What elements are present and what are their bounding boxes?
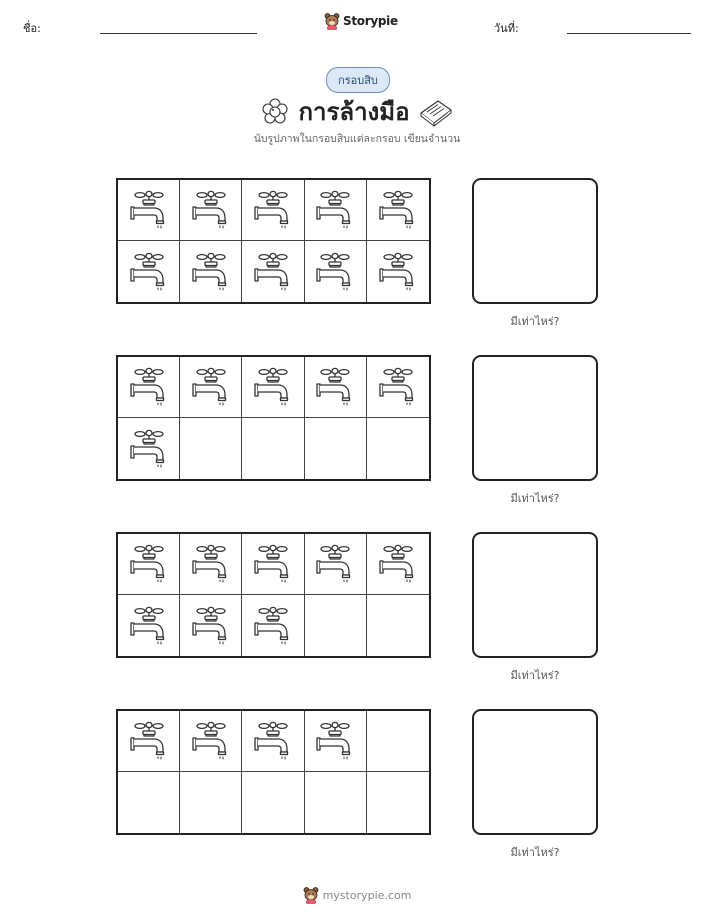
frame-cell — [118, 180, 180, 241]
frame-cell — [367, 772, 429, 833]
faucet-icon — [128, 606, 170, 646]
soap-bar-icon — [418, 97, 454, 127]
frame-cell — [305, 595, 367, 656]
frame-cell — [305, 772, 367, 833]
frame-cell — [367, 357, 429, 418]
frame-cell — [180, 241, 242, 302]
frame-cell — [180, 711, 242, 772]
bear-icon — [303, 886, 319, 904]
faucet-icon — [190, 190, 232, 230]
name-label: ชื่อ: — [23, 22, 41, 35]
faucet-icon — [252, 367, 294, 407]
faucet-icon — [252, 606, 294, 646]
frame-cell — [367, 418, 429, 479]
date-line[interactable] — [567, 33, 691, 34]
faucet-icon — [190, 721, 232, 761]
frame-cell — [242, 534, 304, 595]
title-row — [0, 92, 714, 131]
ten-frame-4 — [116, 709, 431, 835]
faucet-icon — [377, 544, 419, 584]
frame-cell — [180, 534, 242, 595]
answer-box-2[interactable] — [472, 355, 598, 481]
frame-cell — [180, 180, 242, 241]
how-many-label-4: มีเท่าไหร่? — [510, 846, 560, 859]
how-many-label-1: มีเท่าไหร่? — [510, 315, 560, 328]
frame-cell — [180, 772, 242, 833]
faucet-icon — [128, 252, 170, 292]
faucet-icon — [190, 252, 232, 292]
faucet-icon — [252, 190, 294, 230]
frame-cell — [118, 418, 180, 479]
how-many-label-3: มีเท่าไหร่? — [510, 669, 560, 682]
frame-cell — [118, 772, 180, 833]
date-label: วันที่: — [494, 22, 519, 35]
ten-frame-2 — [116, 355, 431, 481]
faucet-icon — [252, 252, 294, 292]
footer-url: mystorypie.com — [322, 888, 412, 902]
frame-cell — [367, 534, 429, 595]
frame-cell — [305, 180, 367, 241]
frame-cell — [305, 357, 367, 418]
frame-cell — [367, 180, 429, 241]
frame-cell — [305, 418, 367, 479]
frame-cell — [242, 772, 304, 833]
faucet-icon — [377, 190, 419, 230]
soap-bubble-icon — [260, 97, 290, 127]
faucet-icon — [252, 544, 294, 584]
faucet-icon — [190, 544, 232, 584]
frame-cell — [118, 595, 180, 656]
faucet-icon — [377, 252, 419, 292]
frame-cell — [242, 180, 304, 241]
answer-box-3[interactable] — [472, 532, 598, 658]
topic-badge: กรอบสิบ — [326, 67, 390, 93]
frame-cell — [180, 357, 242, 418]
faucet-icon — [128, 544, 170, 584]
faucet-icon — [128, 721, 170, 761]
brand-logo — [324, 12, 398, 30]
page-title: การล้างมือ — [298, 98, 410, 126]
faucet-icon — [314, 190, 356, 230]
answer-box-4[interactable] — [472, 709, 598, 835]
faucet-icon — [377, 367, 419, 407]
faucet-icon — [128, 367, 170, 407]
ten-frame-3 — [116, 532, 431, 658]
frame-cell — [242, 241, 304, 302]
faucet-icon — [314, 367, 356, 407]
faucet-icon — [252, 721, 294, 761]
bear-icon — [324, 12, 340, 30]
frame-cell — [180, 418, 242, 479]
instructions: นับรูปภาพในกรอบสิบแต่ละกรอบ เขียนจำนวน — [253, 133, 461, 145]
faucet-icon — [314, 252, 356, 292]
frame-cell — [118, 241, 180, 302]
frame-cell — [305, 241, 367, 302]
how-many-label-2: มีเท่าไหร่? — [510, 492, 560, 505]
faucet-icon — [190, 606, 232, 646]
frame-cell — [305, 534, 367, 595]
frame-cell — [367, 595, 429, 656]
frame-cell — [305, 711, 367, 772]
frame-cell — [367, 711, 429, 772]
frame-cell — [242, 418, 304, 479]
frame-cell — [367, 241, 429, 302]
frame-cell — [118, 534, 180, 595]
footer — [0, 886, 714, 904]
ten-frame-1 — [116, 178, 431, 304]
answer-box-1[interactable] — [472, 178, 598, 304]
faucet-icon — [314, 544, 356, 584]
frame-cell — [242, 595, 304, 656]
frame-cell — [180, 595, 242, 656]
name-line[interactable] — [100, 33, 257, 34]
faucet-icon — [314, 721, 356, 761]
brand-name: Storypie — [343, 14, 398, 28]
faucet-icon — [128, 190, 170, 230]
frame-cell — [118, 711, 180, 772]
frame-cell — [242, 711, 304, 772]
faucet-icon — [128, 429, 170, 469]
frame-cell — [118, 357, 180, 418]
frame-cell — [242, 357, 304, 418]
faucet-icon — [190, 367, 232, 407]
